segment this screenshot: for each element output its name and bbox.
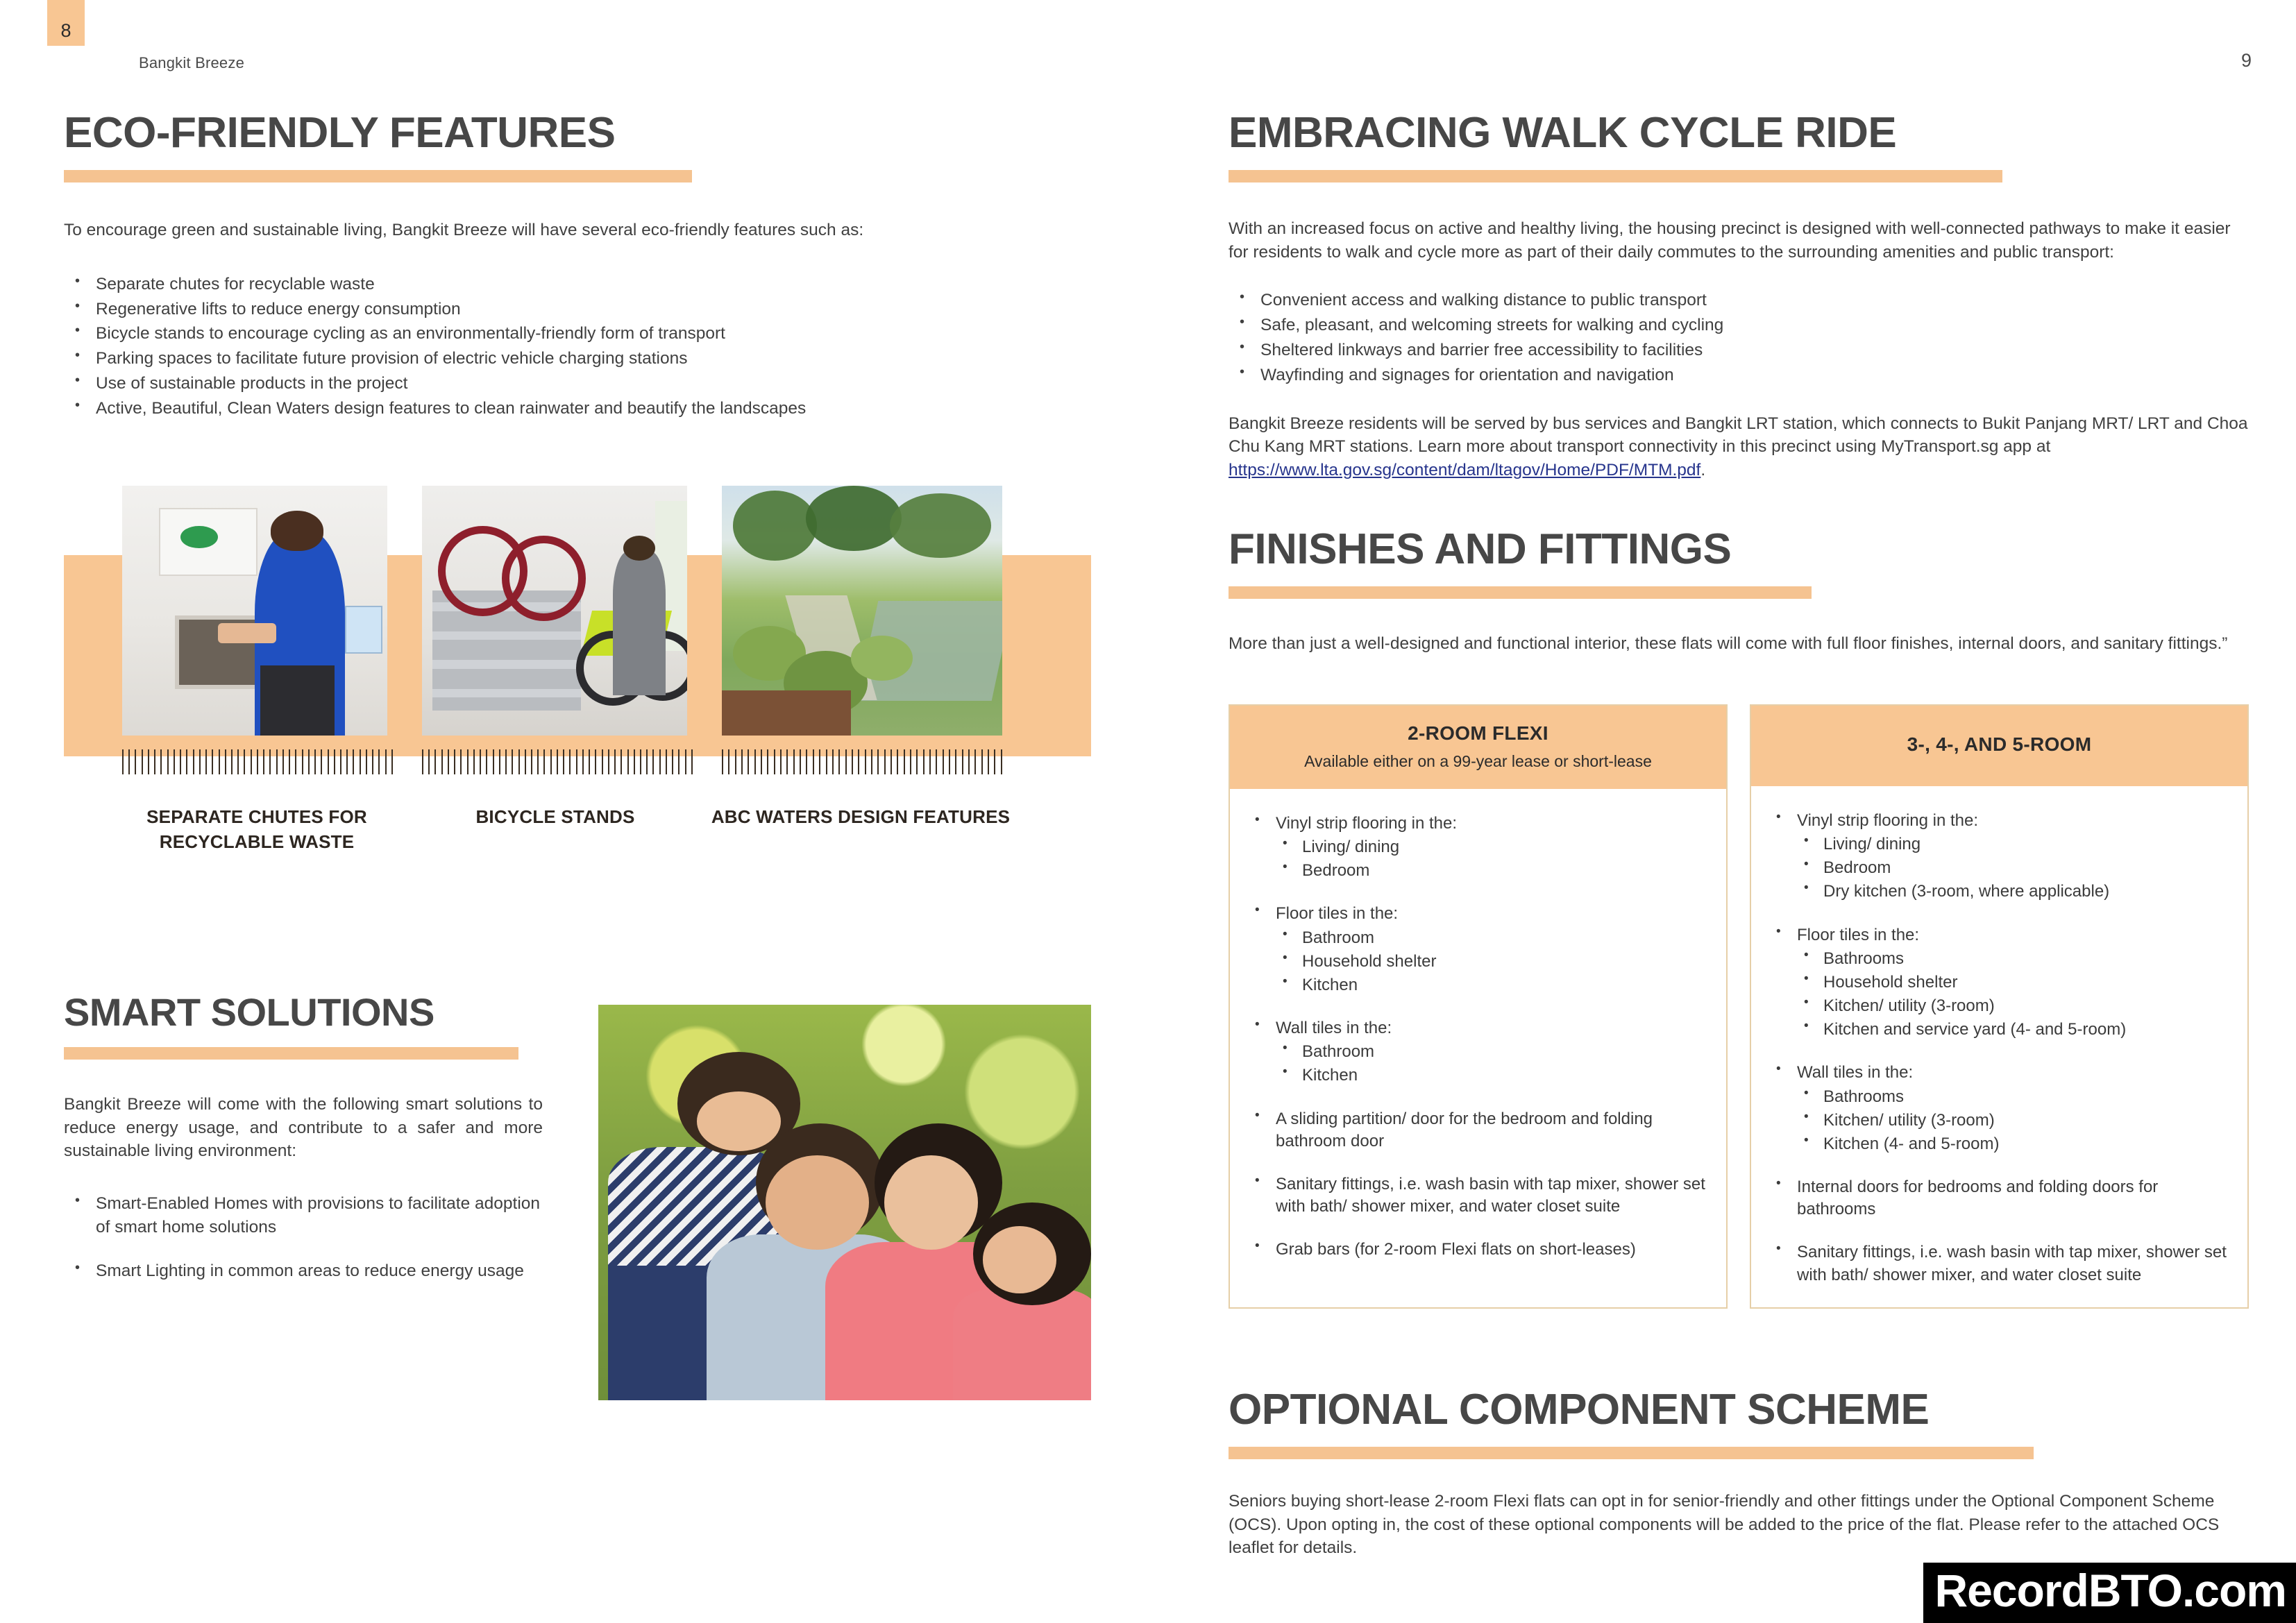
list-item: • Smart-Enabled Homes with provisions to facilitate adoption of smart home solutions — [64, 1192, 543, 1239]
table-body-2room — [1230, 789, 1726, 1282]
left-column — [64, 111, 1091, 422]
list-item — [1245, 1017, 1705, 1087]
ocs-body: Seniors buying short-lease 2-room Flexi flats can opt in for senior-friendly and other fittings under the Optional Component Scheme (OCS). Upon opting in, the cost of these optional components will be added to the price of the flat. Please refer to the attached OCS leaflet for details. — [1229, 1492, 2220, 1558]
mytransport-pdf-link[interactable]: https://www.lta.gov.sg/content/dam/ltagov/Home/PDF/MTM.pdf — [1229, 460, 1701, 479]
sub-list-item: • Household shelter — [1276, 951, 1705, 973]
brochure-title: Bangkit Breeze — [139, 54, 244, 71]
eco-intro: To encourage green and sustainable living, Bangkit Breeze will have several eco-friendly features such as: — [64, 221, 864, 240]
smart-solutions-heading: SMART SOLUTIONS — [64, 990, 434, 1034]
walk-heading-rule — [1229, 170, 2002, 182]
list-item: • Safe, pleasant, and welcoming streets for walking and cycling — [1229, 314, 2249, 337]
list-item: • Use of sustainable products in the project — [64, 372, 1091, 396]
watermark-recordbto — [1923, 1563, 2296, 1623]
sub-list — [1276, 927, 1705, 996]
list-item: • Smart Lighting in common areas to reduce energy usage — [64, 1259, 543, 1283]
smart-bullet-list — [64, 1192, 543, 1283]
table-header-title: 2-ROOM FLEXI — [1408, 722, 1548, 744]
eco-friendly-heading: ECO-FRIENDLY FEATURES — [64, 109, 616, 157]
transport-text-tail: . — [1700, 460, 1706, 479]
list-item: • Sanitary fittings, i.e. wash basin with tap mixer, shower set with bath/ shower mixer, and water closet suite — [1245, 1173, 1705, 1218]
caption-bicycle-stands: BICYCLE STANDS — [475, 806, 635, 827]
sub-list-item: • Kitchen (4- and 5-room) — [1797, 1133, 2227, 1155]
list-item-text: Floor tiles in the: — [1276, 904, 1399, 924]
sub-list-item: • Bathrooms — [1797, 948, 2227, 970]
sub-list-item: • Living/ dining — [1797, 833, 2227, 856]
ocs-section — [1229, 1388, 2249, 1560]
table-header-subtitle: Available either on a 99-year lease or short-lease — [1304, 752, 1652, 770]
list-item: • Regenerative lifts to reduce energy consumption — [64, 298, 1091, 321]
list-item: • Wayfinding and signages for orientation and navigation — [1229, 364, 2249, 387]
sub-list-item: • Bathrooms — [1797, 1086, 2227, 1108]
finishes-column-2room — [1229, 704, 1728, 1309]
list-item — [1245, 813, 1705, 882]
ocs-heading-rule — [1229, 1447, 2034, 1459]
finishes-fittings-heading: FINISHES AND FITTINGS — [1229, 525, 1732, 574]
list-item: • Sheltered linkways and barrier free accessibility to facilities — [1229, 339, 2249, 362]
caption-divider-bars-1 — [122, 749, 393, 774]
list-item — [1245, 903, 1705, 996]
sub-list-item: • Bathroom — [1276, 1041, 1705, 1063]
walk-bullet-list — [1229, 289, 2249, 386]
walk-cycle-ride-heading: EMBRACING WALK CYCLE RIDE — [1229, 109, 1897, 157]
finishes-list-2room — [1245, 813, 1705, 1261]
sub-list-item: • Bedroom — [1276, 860, 1705, 882]
eco-heading-rule — [64, 170, 692, 182]
page-number-left: 8 — [60, 20, 71, 41]
list-item: • Active, Beautiful, Clean Waters design features to clean rainwater and beautify the landscapes — [64, 397, 1091, 420]
finishes-fittings-table — [1229, 704, 2249, 1309]
sub-list-item: • Household shelter — [1797, 971, 2227, 994]
page-number-right: 9 — [2240, 50, 2252, 71]
photo-bicycle-stands — [422, 486, 687, 736]
smart-heading-rule — [64, 1047, 518, 1060]
list-item — [1766, 924, 2227, 1042]
caption-divider-bars-2 — [422, 749, 693, 774]
ocs-heading: OPTIONAL COMPONENT SCHEME — [1229, 1386, 1930, 1434]
sub-list-item: • Dry kitchen (3-room, where applicable) — [1797, 881, 2227, 903]
sub-list-item: • Kitchen and service yard (4- and 5-room) — [1797, 1019, 2227, 1041]
list-item: • Internal doors for bedrooms and folding doors for bathrooms — [1766, 1176, 2227, 1221]
sub-list — [1276, 1041, 1705, 1087]
caption-abc-waters: ABC WATERS DESIGN FEATURES — [711, 806, 1011, 827]
caption-divider-bars-3 — [722, 749, 1002, 774]
table-header-title: 3-, 4-, AND 5-ROOM — [1907, 733, 2092, 755]
list-item-text: Vinyl strip flooring in the: — [1797, 811, 1979, 830]
list-item: • Convenient access and walking distance to public transport — [1229, 289, 2249, 312]
list-item — [1766, 1062, 2227, 1155]
list-item-text: Wall tiles in the: — [1276, 1019, 1392, 1038]
sub-list-item: • Bathroom — [1276, 927, 1705, 949]
watermark-text: RecordBTO.com — [1934, 1564, 2286, 1616]
sub-list — [1276, 836, 1705, 882]
sub-list-item: • Kitchen/ utility (3-room) — [1797, 995, 2227, 1017]
sub-list-item: • Kitchen — [1276, 1064, 1705, 1087]
smart-intro: Bangkit Breeze will come with the following smart solutions to reduce energy usage, and contribute to a safer and more sustainable living environment: — [64, 1095, 543, 1161]
list-item-text: Wall tiles in the: — [1797, 1063, 1914, 1082]
list-item: • Separate chutes for recyclable waste — [64, 273, 1091, 296]
table-body-345room — [1751, 786, 2247, 1307]
caption-separate-chutes: SEPARATE CHUTES FOR RECYCLABLE WASTE — [146, 806, 367, 852]
finishes-list-345room — [1766, 810, 2227, 1286]
sub-list-item: • Kitchen — [1276, 974, 1705, 996]
photo-family — [598, 1005, 1091, 1400]
list-item: • Parking spaces to facilitate future provision of electric vehicle charging stations — [64, 347, 1091, 371]
sub-list — [1797, 1086, 2227, 1155]
transport-paragraph — [1229, 412, 2249, 482]
photo-abc-waters — [722, 486, 1002, 736]
finishes-intro: More than just a well-designed and functional interior, these flats will come with full floor finishes, internal doors, and sanitary fittings.” — [1229, 634, 2228, 654]
table-header-2room — [1230, 706, 1726, 789]
photo-separate-chutes — [122, 486, 387, 736]
list-item — [1766, 810, 2227, 903]
list-item: • Bicycle stands to encourage cycling as an environmentally-friendly form of transport — [64, 322, 1091, 346]
finishes-column-345room — [1750, 704, 2249, 1309]
sub-list-item: • Kitchen/ utility (3-room) — [1797, 1110, 2227, 1132]
eco-bullet-list — [64, 273, 1091, 420]
sub-list — [1797, 833, 2227, 903]
table-header-345room — [1751, 706, 2247, 786]
walk-intro: With an increased focus on active and healthy living, the housing precinct is designed with well-connected pathways to make it easier for residents to walk and cycle more as part of their daily commutes to the surrounding amenities and public transport: — [1229, 219, 2231, 262]
sub-list — [1797, 948, 2227, 1042]
list-item: • A sliding partition/ door for the bedroom and folding bathroom door — [1245, 1108, 1705, 1153]
smart-solutions-section — [64, 992, 543, 1284]
list-item-text: Vinyl strip flooring in the: — [1276, 814, 1458, 833]
sub-list-item: • Living/ dining — [1276, 836, 1705, 858]
right-column — [1229, 111, 2249, 656]
finishes-heading-rule — [1229, 586, 1812, 599]
sub-list-item: • Bedroom — [1797, 857, 2227, 879]
transport-text-lead: Bangkit Breeze residents will be served by bus services and Bangkit LRT station, which connects to Bukit Panjang MRT/ LRT and Choa Chu Kang MRT stations. Learn more about transport connectivity in this precinct using MyTransport.sg app at — [1229, 414, 2248, 457]
list-item: • Sanitary fittings, i.e. wash basin with tap mixer, shower set with bath/ shower mixer, and water closet suite — [1766, 1241, 2227, 1286]
list-item-text: Floor tiles in the: — [1797, 925, 1920, 944]
list-item: • Grab bars (for 2-room Flexi flats on short-leases) — [1245, 1239, 1705, 1261]
